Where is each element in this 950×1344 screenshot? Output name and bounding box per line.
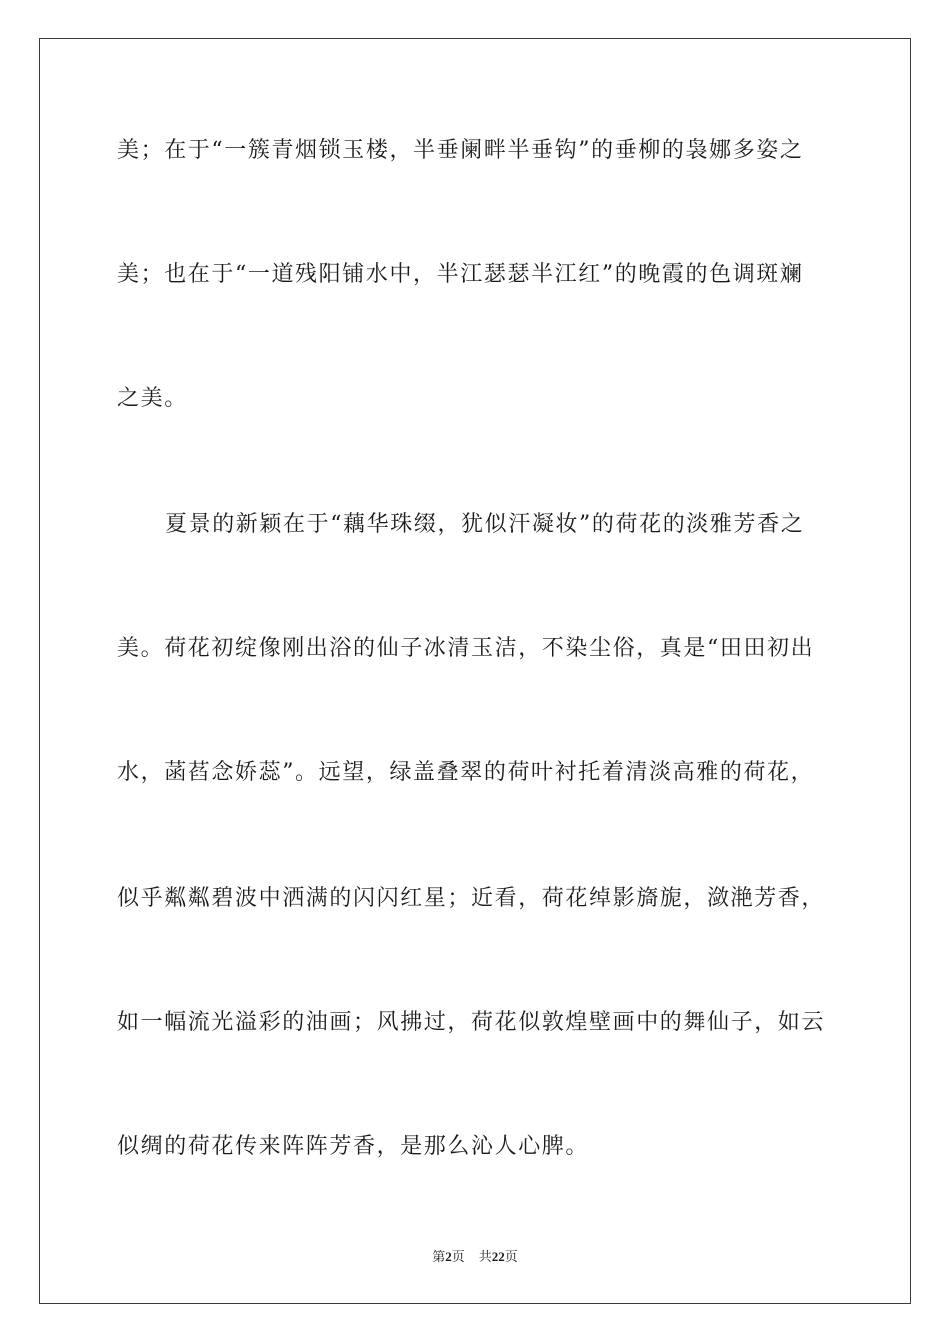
paragraph-2-first-line: 夏景的新颖在于“藕华珠缀，犹似汗凝妆”的荷花的淡雅芳香之 bbox=[165, 512, 805, 537]
page-prefix: 第 bbox=[432, 1250, 446, 1265]
text-line-1: 美；在于“一簇青烟锁玉楼，半垂阑畔半垂钩”的垂柳的袅娜多姿之 bbox=[117, 138, 804, 163]
page-footer bbox=[0, 1248, 950, 1267]
page-number: 2 bbox=[445, 1249, 452, 1264]
text-line-3: 之美。 bbox=[117, 386, 188, 411]
text-line-5: 美。荷花初绽像刚出浴的仙子冰清玉洁，不染尘俗，真是“田田初出 bbox=[117, 636, 815, 661]
text-line-6: 水，菡萏念娇蕊”。远望，绿盖叠翠的荷叶衬托着清淡高雅的荷花， bbox=[117, 760, 815, 785]
text-line-8: 如一幅流光溢彩的油画；风拂过，荷花似敦煌壁画中的舞仙子，如云 bbox=[117, 1010, 826, 1035]
total-suffix: 页 bbox=[504, 1250, 518, 1265]
page-border bbox=[39, 38, 911, 1304]
total-pages: 22 bbox=[491, 1249, 505, 1264]
page-suffix: 页 bbox=[451, 1250, 465, 1265]
total-prefix: 共 bbox=[478, 1250, 492, 1265]
text-line-7: 似乎粼粼碧波中洒满的闪闪红星；近看，荷花绰影旖旎，潋滟芳香， bbox=[117, 886, 826, 911]
text-line-9: 似绸的荷花传来阵阵芳香，是那么沁人心脾。 bbox=[117, 1134, 590, 1159]
text-line-2: 美；也在于“一道残阳铺水中，半江瑟瑟半江红”的晚霞的色调斑斓 bbox=[117, 262, 804, 287]
